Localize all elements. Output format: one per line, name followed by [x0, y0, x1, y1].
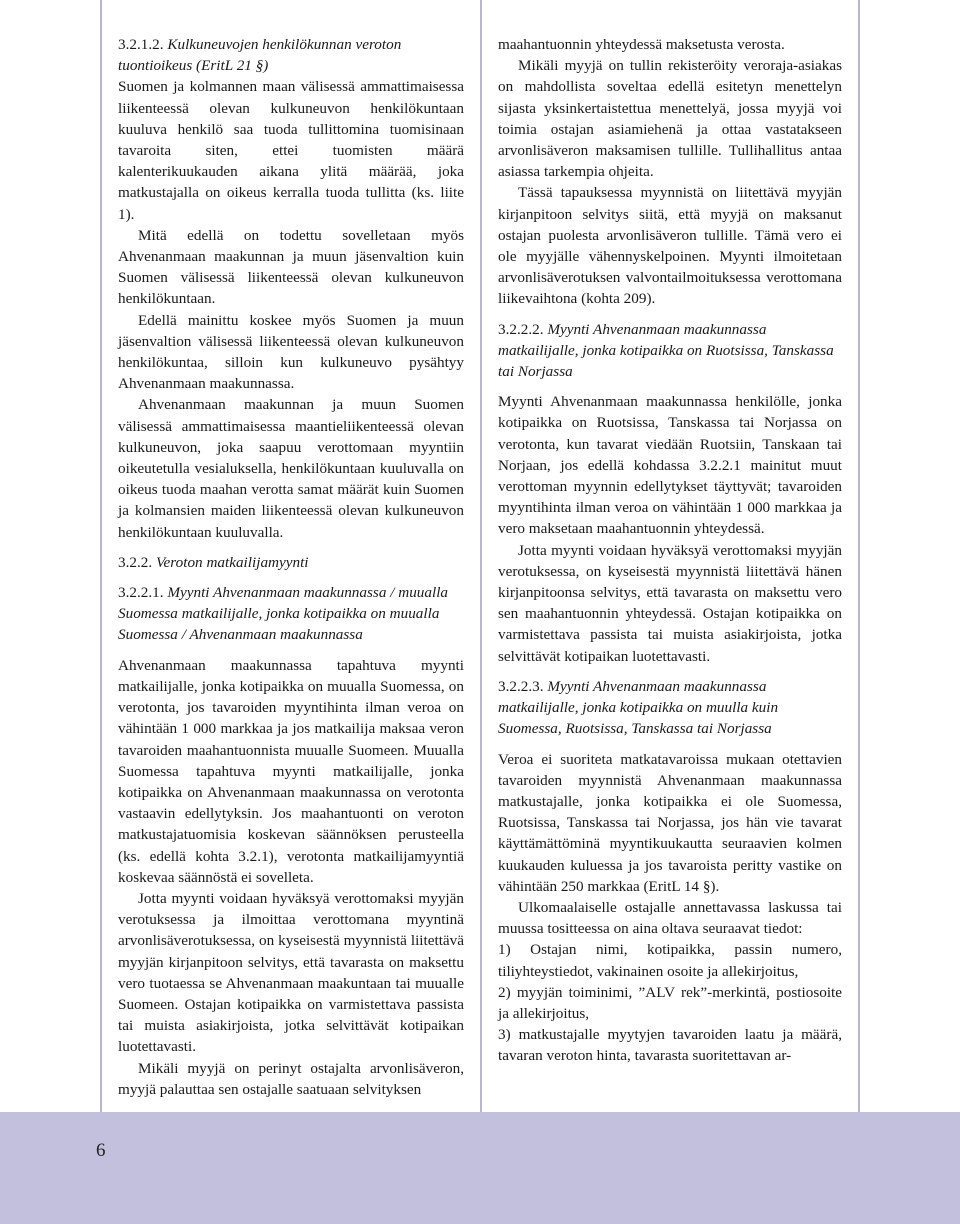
heading-title: Veroton matkailijamyynti	[155, 553, 309, 571]
paragraph: Mitä edellä on todettu sovelletaan myös Ahvenanmaan maakunnan ja muun jäsenvaltion kuin Suomen välisessä liikenteessä olevan kulkuneuvon henkilökuntaan.	[118, 226, 464, 308]
right-column	[498, 34, 842, 1067]
paragraph: Mikäli myyjä on perinyt ostajalta arvonlisäveron, myyjä palauttaa sen ostajalle saatuaan selvityksen	[118, 1059, 464, 1098]
paragraph: Ahvenanmaan maakunnan ja muun Suomen välisessä ammattimaisessa maantieliikenteessä olevan kulkuneuvon, joka saapuu verottomaan myyntiin oikeutetulla vesialuksella, henkilökuntaan kuuluvalla on oikeus tuoda maahan verotta samat määrät kuin Suomen ja kolmansien maiden liikenteessä olevan kulkuneuvon henkilökuntaan kuuluvalla.	[118, 396, 464, 541]
list-item: 2) myyjän toiminimi, ”ALV rek”-merkintä, postiosoite ja allekirjoitus,	[498, 983, 842, 1022]
left-margin-rule	[100, 0, 102, 1112]
paragraph: Myynti Ahvenanmaan maakunnassa henkilölle, jonka kotipaikka on Ruotsissa, Tanskassa tai Norjassa on verotonta, kun tavarat viedään Ruotsiin, Tanskaan tai Norjaan, jos edellä kohdassa 3.2.2.1 mainitut muut verottoman myynnin edellytykset täyttyvät; tavaroiden myyntihinta ilman veroa on vähintään 1 000 markkaa ja vero maksetaan maahantuonnin yhteydessä.	[498, 393, 842, 538]
heading-title: Myynti Ahvenanmaan maakunnassa matkailijalle, jonka kotipaikka on Ruotsissa, Tanskassa tai Norjassa	[498, 320, 834, 381]
heading-number: 3.2.2.	[118, 553, 153, 571]
paragraph: Veroa ei suoriteta matkatavaroissa mukaan otettavien tavaroiden myynnistä Ahvenanmaan maakunnassa matkustajalle, jonka kotipaikka ei ole Suomessa, Ruotsissa, Tanskassa tai Norjassa, jos hän vie tavarat käyttämättöminä myyntikuukautta seuraavien kolmen kuukauden kuluessa ja jos tavaroista peritty vastike on vähintään 250 markkaa (EritL 14 §).	[498, 750, 842, 895]
paragraph: Jotta myynti voidaan hyväksyä verottomaksi myyjän verotuksessa, on kyseisestä myynnistä liitettävä hänen kirjanpitoonsa selvitys, että tavarasta on maksettu vero sen maahantuonnin yhteydessä. Ostajan kotipaikka on varmistettava passista tai muista asiakirjoista, jotka selvittävät kotipaikan luotettavasti.	[498, 541, 842, 665]
paragraph: Ahvenanmaan maakunnassa tapahtuva myynti matkailijalle, jonka kotipaikka on muualla Suomessa, on verotonta, jos tavaroiden myyntihinta ilman veroa on vähintään 1 000 markkaa ja jos matkailija maksaa veron tavaroiden maahantuonnista muualle Suomeen. Muualla Suomessa tapahtuva myynti matkailijalle, jonka kotipaikka on Ahvenanmaan maakunnassa on verotonta vastaavin edellytyksin. Jos maahantuonti on veroton matkustajatuomisia koskevan säännöksen perusteella (ks. edellä kohta 3.2.1), verotonta matkailijamyyntiä koskevaa säännöstä ei sovelleta.	[118, 656, 464, 886]
list-item: 3) matkustajalle myytyjen tavaroiden laatu ja määrä, tavaran veroton hinta, tavarasta suoritettavan ar-	[498, 1026, 842, 1065]
footer-band	[0, 1112, 960, 1224]
heading-number: 3.2.2.1.	[118, 584, 164, 602]
paragraph: Edellä mainittu koskee myös Suomen ja muun jäsenvaltion välisessä liikenteessä olevan kulkuneuvon henkilökuntaa, silloin kun kulkuneuvo pysähtyy Ahvenanmaan maakunnassa.	[118, 311, 464, 393]
paragraph: Jotta myynti voidaan hyväksyä verottomaksi myyjän verotuksessa ja ilmoittaa verottomana myyntinä arvonlisäverotuksessa, on kyseisestä myynnistä liitettävä myyjän kirjanpitoon selvitys, että tavarasta on maksettu vero tuotaessa se Ahvenanmaan maakuntaan tai muualle Suomeen. Ostajan kotipaikka on varmistettava passista tai muista asiakirjoista, jotka selvittävät kotipaikan luotettavasti.	[118, 889, 464, 1056]
center-column-rule	[480, 0, 482, 1112]
page-number: 6	[96, 1140, 106, 1161]
section-heading-3-2-2-2	[498, 319, 842, 383]
paragraph: Ulkomaalaiselle ostajalle annettavassa laskussa tai muussa tositteessa on aina oltava seuraavat tiedot:	[498, 898, 842, 938]
section-heading-3-2-2-1	[118, 582, 464, 646]
section-heading-3-2-2	[118, 552, 464, 573]
list-item: 1) Ostajan nimi, kotipaikka, passin numero, tiliyhteystiedot, vakinainen osoite ja allekirjoitus,	[498, 941, 842, 980]
section-heading-3-2-1-2	[118, 34, 464, 76]
left-column	[118, 34, 464, 1100]
paragraph: Suomen ja kolmannen maan välisessä ammattimaisessa liikenteessä olevan kulkuneuvon henkilökuntaan kuuluva henkilö saa tuoda tullittomina tuomisinaan tavaroita siten, ettei tuomisten määrä kalenterikuukauden aikana ylitä määrää, joka matkustajalla on oikeus kerralla tuoda tullitta (ks. liite 1).	[118, 78, 464, 223]
section-heading-3-2-2-3	[498, 676, 842, 740]
heading-number: 3.2.2.3.	[498, 677, 544, 695]
heading-title: Myynti Ahvenanmaan maakunnassa / muualla Suomessa matkailijalle, jonka kotipaikka on muualla Suomessa / Ahvenanmaan maakunnassa	[118, 584, 449, 644]
right-margin-rule	[858, 0, 860, 1112]
required-invoice-details-list	[498, 939, 842, 1066]
paragraph: Mikäli myyjä on tullin rekisteröity veroraja-asiakas on mahdollista soveltaa edellä esitetyn menettelyn sijasta yksinkertaistettua menettelyä, jossa myyjä voi toimia ostajan asiamiehenä ja ottaa vastatakseen arvonlisäveron maksamisen tullille. Tullihallitus antaa asiassa tarkempia ohjeita.	[498, 57, 842, 181]
heading-title: Kulkuneuvojen henkilökunnan veroton tuontioikeus (EritL 21 §)	[118, 36, 402, 75]
heading-title: Myynti Ahvenanmaan maakunnassa matkailijalle, jonka kotipaikka on muulla kuin Suomessa, Ruotsissa, Tanskassa tai Norjassa	[498, 677, 779, 738]
paragraph: maahantuonnin yhteydessä maksetusta verosta.	[498, 36, 785, 53]
heading-number: 3.2.1.2.	[118, 36, 164, 53]
heading-number: 3.2.2.2.	[498, 320, 544, 338]
paragraph: Tässä tapauksessa myynnistä on liitettävä myyjän kirjanpitoon selvitys siitä, että myyjä on maksanut ostajan puolesta arvonlisäveron tullille. Tämä vero ei ole myyjälle vähennyskelpoinen. Myynti ilmoitetaan arvonlisäverotuksen valvontailmoituksessa verottomana liikevaihtona (kohta 209).	[498, 184, 842, 308]
